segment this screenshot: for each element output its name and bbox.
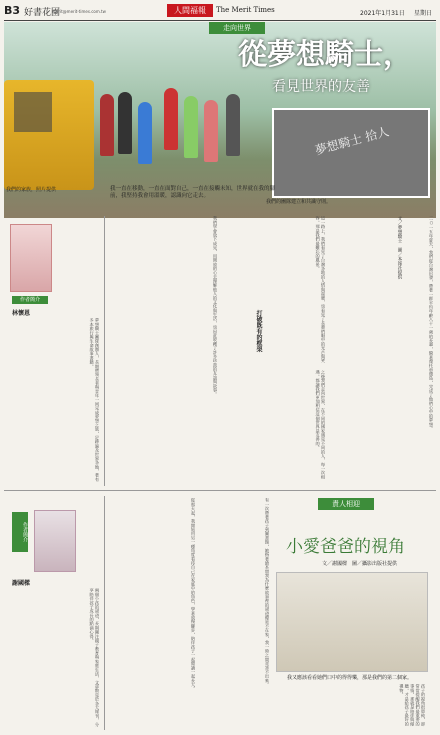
column-divider	[104, 216, 105, 486]
brand-english: The Merit Times	[216, 6, 275, 14]
section-tag: 責人相迎	[318, 498, 374, 510]
article-subhead: 打破既有的框架	[255, 310, 262, 352]
article-column: 二○一五年夏天，我們從台灣出發，帶著一群平均年齡八十一歲的長輩，騎著摩托車環島，完成了他們心中的夢想。	[429, 216, 434, 431]
article-column: 這一路上，我們看見了台灣各地的人情與溫暖，也看見了長輩們眼中的光芒與笑容，那是我們最難忘的風景。	[315, 216, 326, 363]
truck-cab	[14, 92, 52, 132]
person-figure	[138, 102, 152, 164]
article-column: 我們學會放下成見，用開放的心去理解他人的文化與生活，也因此收穫了許多珍貴的友誼與故事。	[213, 216, 218, 397]
page-number: B3	[4, 4, 21, 17]
contact-url: merit@merit-times.com.tw	[52, 9, 106, 14]
author-tag: 作者簡介	[12, 512, 28, 552]
page-header	[4, 4, 436, 21]
article-column: 孩子的視角很單純，卻常常提醒我們最重要的事情，那就是陪伴與傾聽，才是給孩子最好的禮物。	[399, 684, 426, 726]
article-byline: 文／謝國樑 圖／攝影出版社提供	[322, 561, 398, 567]
column-divider	[104, 496, 105, 730]
photo-caption: 我們的家族，照片提供	[6, 187, 57, 193]
author-name: 林懷恩	[12, 310, 31, 317]
author-bio: 夢想騎士團隊創辦人，長期帶領長者與青年一同完成夢想之旅，足跡遍及世界各地，著有多本旅行與生命故事書籍。	[89, 318, 100, 482]
article-column: 有一次帶著孩子到圖書館，她指著繪本問我為什麼故事裡的爸爸總是不在家，我一時之間竟答不出來。	[265, 498, 270, 687]
person-figure	[184, 96, 198, 158]
room-photo	[276, 572, 428, 672]
person-figure	[204, 100, 218, 162]
author-bio: 兩個小孩的爸爸，長期關注親子教育與家庭生活，文章散見於各大報刊，分享陪伴孩子成長的點滴心得。	[89, 588, 100, 727]
article-column: 之後我們走向世界，在不同的國家遇見不同的人，每一次相遇，都讓我們更加相信這個世界是友善的。	[315, 370, 326, 479]
person-figure	[164, 88, 178, 150]
brand-logo: 人間福報	[167, 4, 213, 17]
section-divider	[4, 490, 436, 491]
issue-weekday: 星期日	[414, 10, 433, 17]
issue-date: 2021年1月31日	[360, 10, 405, 17]
article-byline: 文／夢想騎士 圖／本報社提供	[397, 216, 402, 279]
article-title: 小愛爸爸的視角	[286, 537, 405, 557]
author-tag: 作者簡介	[12, 296, 48, 304]
section-title: 好書花園	[24, 8, 61, 18]
pull-quote: 我一直在移動，一直在面對自己，一直在接觸未知，世界就在我的腳前，我堅持我會用溫暖，認識向它走去。	[110, 186, 276, 199]
article-column: 從那天起，我開始用另一種角度看待自己在家庭中的角色，學著放慢腳步，陪伴孩子一起閱讀一起長大。	[191, 498, 196, 691]
photo-caption: 我們的團隊建立和共識守則。	[266, 199, 332, 205]
chalk-text: 夢想騎士 拾人	[313, 124, 391, 158]
author-name: 謝國樑	[12, 580, 31, 587]
headline: 從夢想騎士，	[238, 37, 413, 71]
person-figure	[118, 92, 132, 154]
section-tag: 走向世界	[209, 22, 265, 34]
book-cover	[10, 224, 52, 292]
shoes-photo	[272, 108, 430, 198]
photo-caption: 我又應該看看她們口中的得得樂，那是我們的第二個家。	[287, 675, 413, 681]
person-figure	[226, 94, 240, 156]
person-figure	[100, 94, 114, 156]
book-cover	[34, 510, 76, 572]
subheadline: 看見世界的友善	[272, 79, 370, 95]
